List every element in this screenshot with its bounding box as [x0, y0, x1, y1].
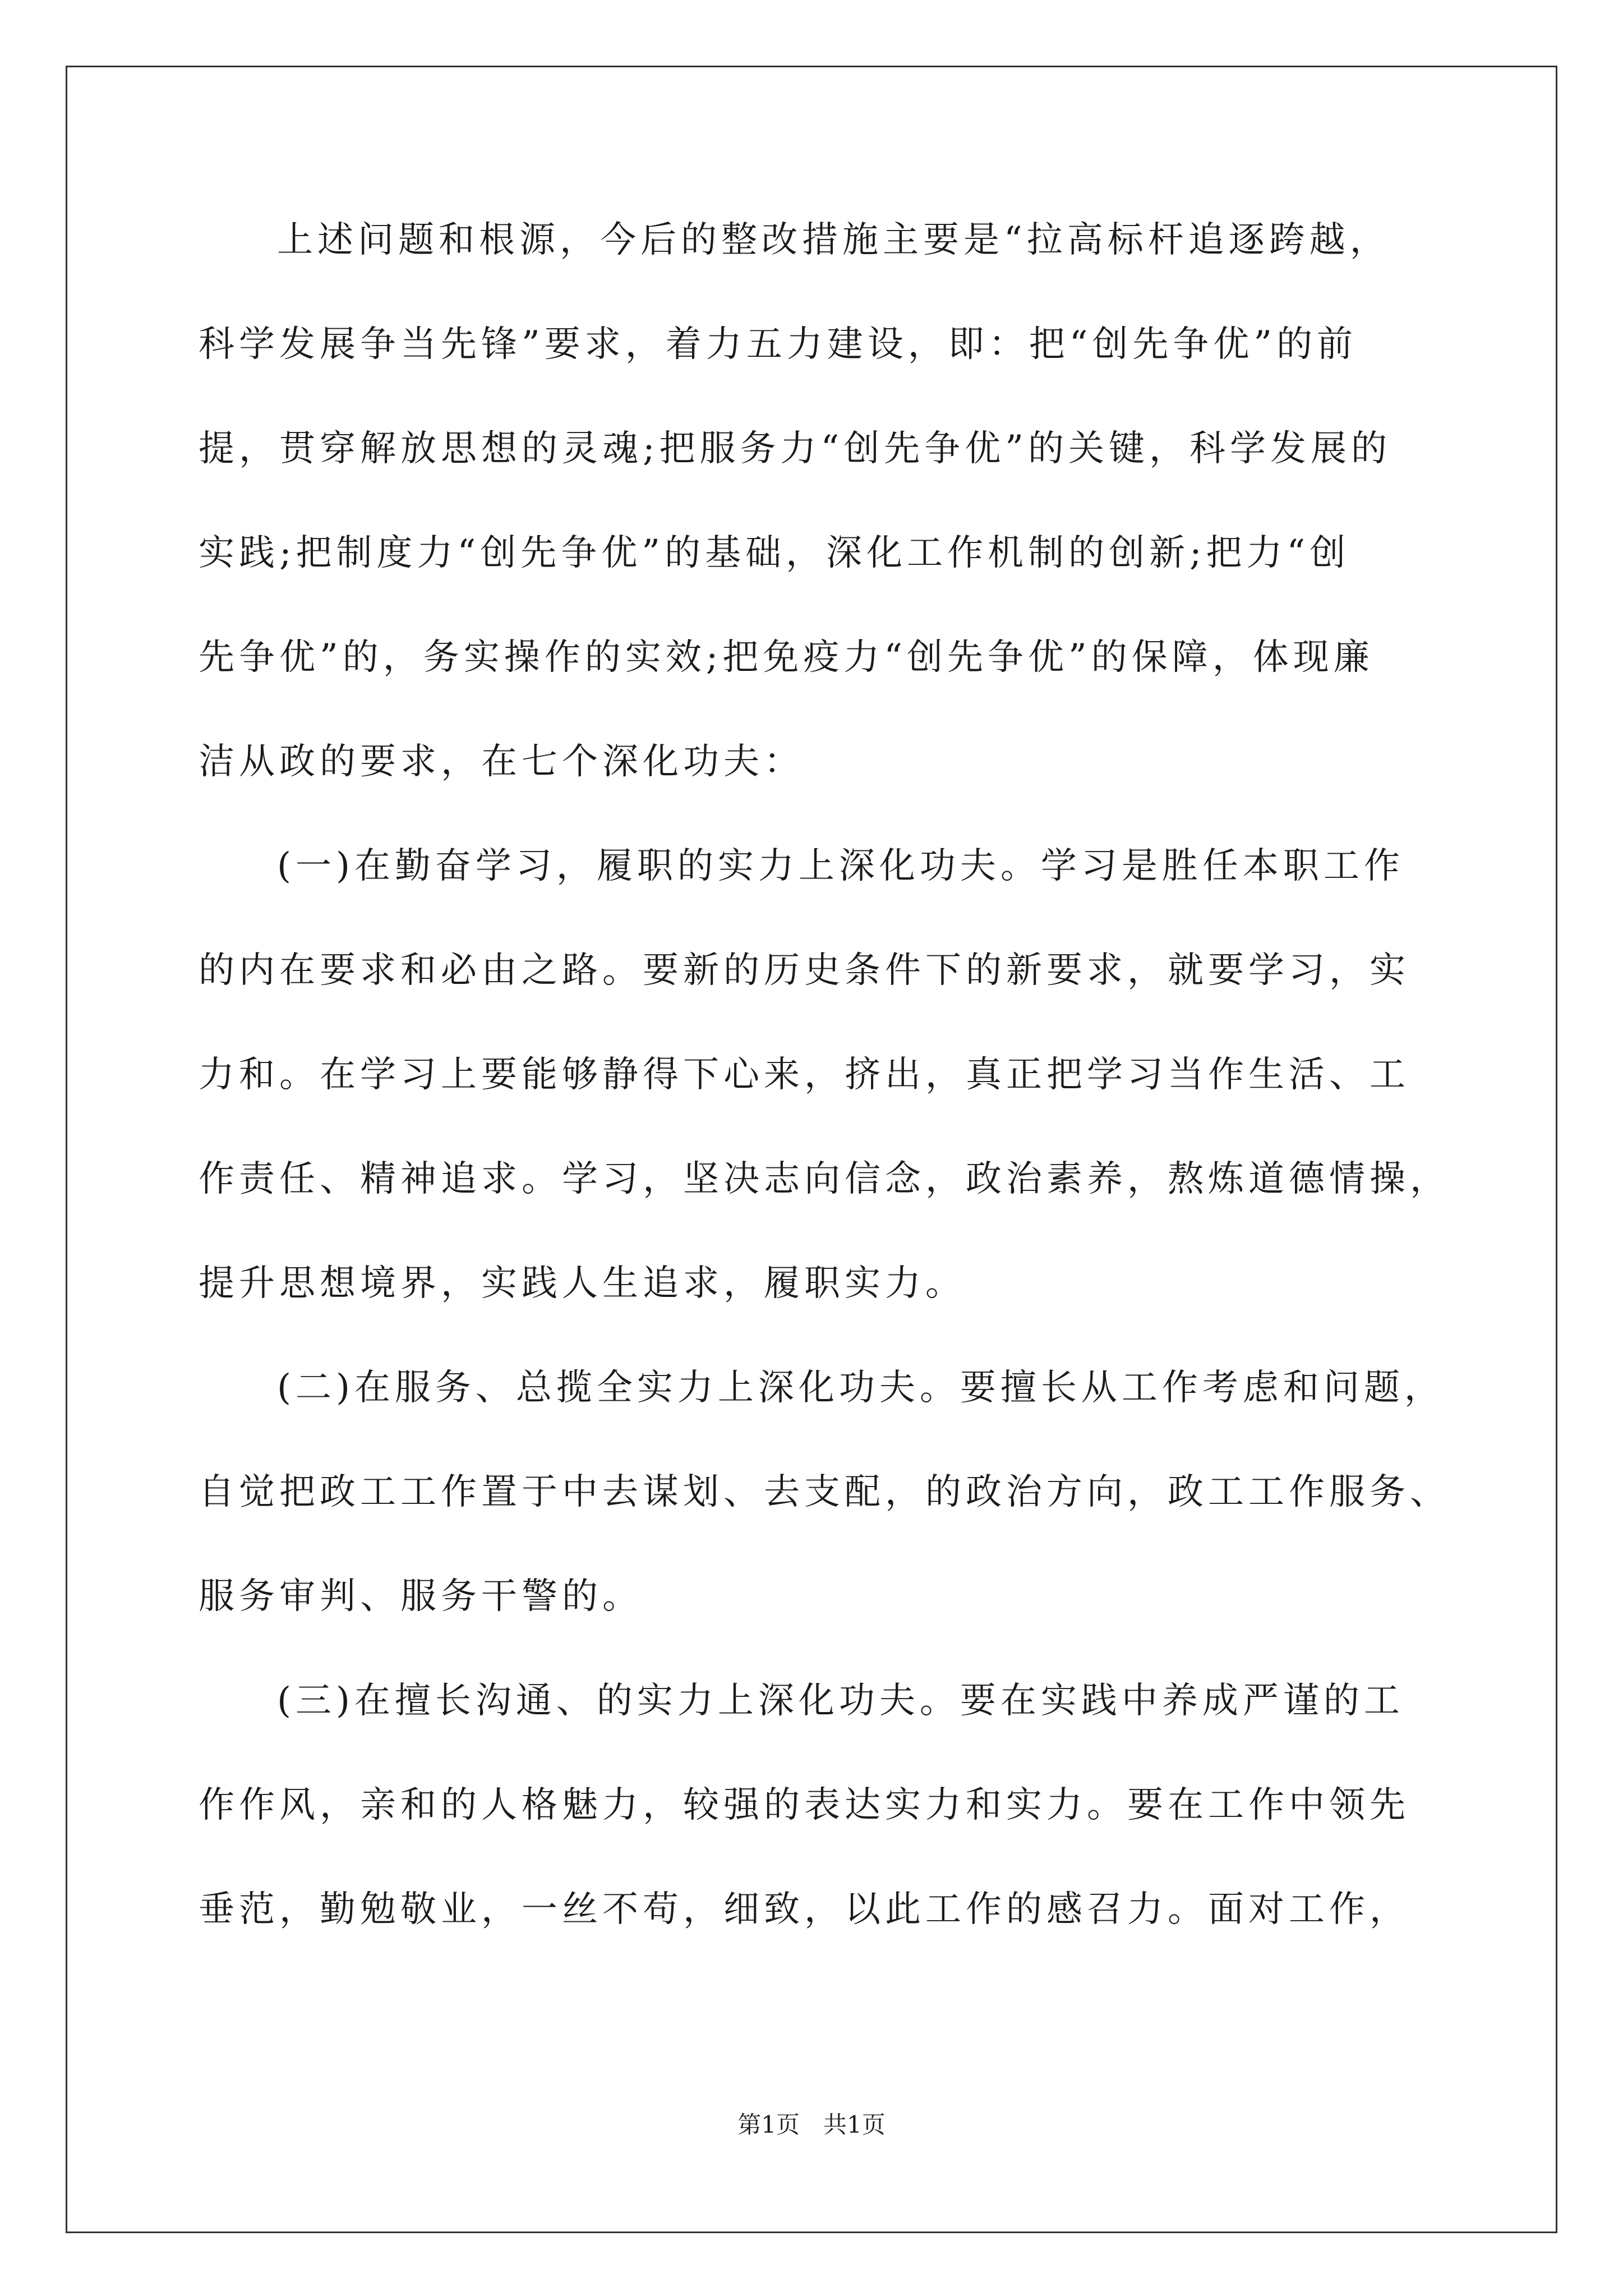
paragraph-2-line-4: 作责任、精神追求。学习，坚决志向信念，政治素养，熬炼道德情操， [199, 1158, 1450, 1200]
paragraph-1-line-6: 洁从政的要求，在七个深化功夫： [199, 741, 804, 783]
paragraph-2-line-3: 力和。在学习上要能够静得下心来，挤出，真正把学习当作生活、工 [199, 1054, 1410, 1096]
paragraph-2-line-1: (一)在勤奋学习，履职的实力上深化功夫。学习是胜任本职工作 [277, 845, 1404, 887]
paragraph-3-line-3: 服务审判、服务干警的。 [199, 1576, 643, 1617]
paragraph-1-line-1: 上述问题和根源，今后的整改措施主要是“拉高标杆追逐跨越， [277, 219, 1390, 261]
paragraph-2-line-2: 的内在要求和必由之路。要新的历史条件下的新要求，就要学习，实 [199, 950, 1410, 991]
paragraph-3-line-2: 自觉把政工工作置于中去谋划、去支配，的政治方向，政工工作服务、 [199, 1471, 1450, 1513]
paragraph-1-line-4: 实践;把制度力“创先争优”的基础，深化工作机制的创新;把力“创 [199, 532, 1350, 574]
paragraph-1-line-2: 科学发展争当先锋”要求，着力五力建设，即：把“创先争优”的前 [199, 324, 1358, 365]
paragraph-1-line-3: 提，贯穿解放思想的灵魂;把服务力“创先争优”的关键，科学发展的 [199, 428, 1391, 470]
paragraph-3-line-1: (二)在服务、总揽全实力上深化功夫。要擅长从工作考虑和问题， [277, 1367, 1445, 1409]
paragraph-2-line-5: 提升思想境界，实践人生追求，履职实力。 [199, 1263, 966, 1304]
paragraph-4-line-1: (三)在擅长沟通、的实力上深化功夫。要在实践中养成严谨的工 [277, 1680, 1404, 1722]
paragraph-4-line-3: 垂范，勤勉敬业，一丝不苟，细致，以此工作的感召力。面对工作， [199, 1889, 1410, 1930]
page-footer: 第1页 共1页 [737, 2111, 886, 2138]
paragraph-4-line-2: 作作风，亲和的人格魅力，较强的表达实力和实力。要在工作中领先 [199, 1784, 1410, 1826]
paragraph-1-line-5: 先争优”的，务实操作的实效;把免疫力“创先争优”的保障，体现廉 [199, 637, 1374, 678]
